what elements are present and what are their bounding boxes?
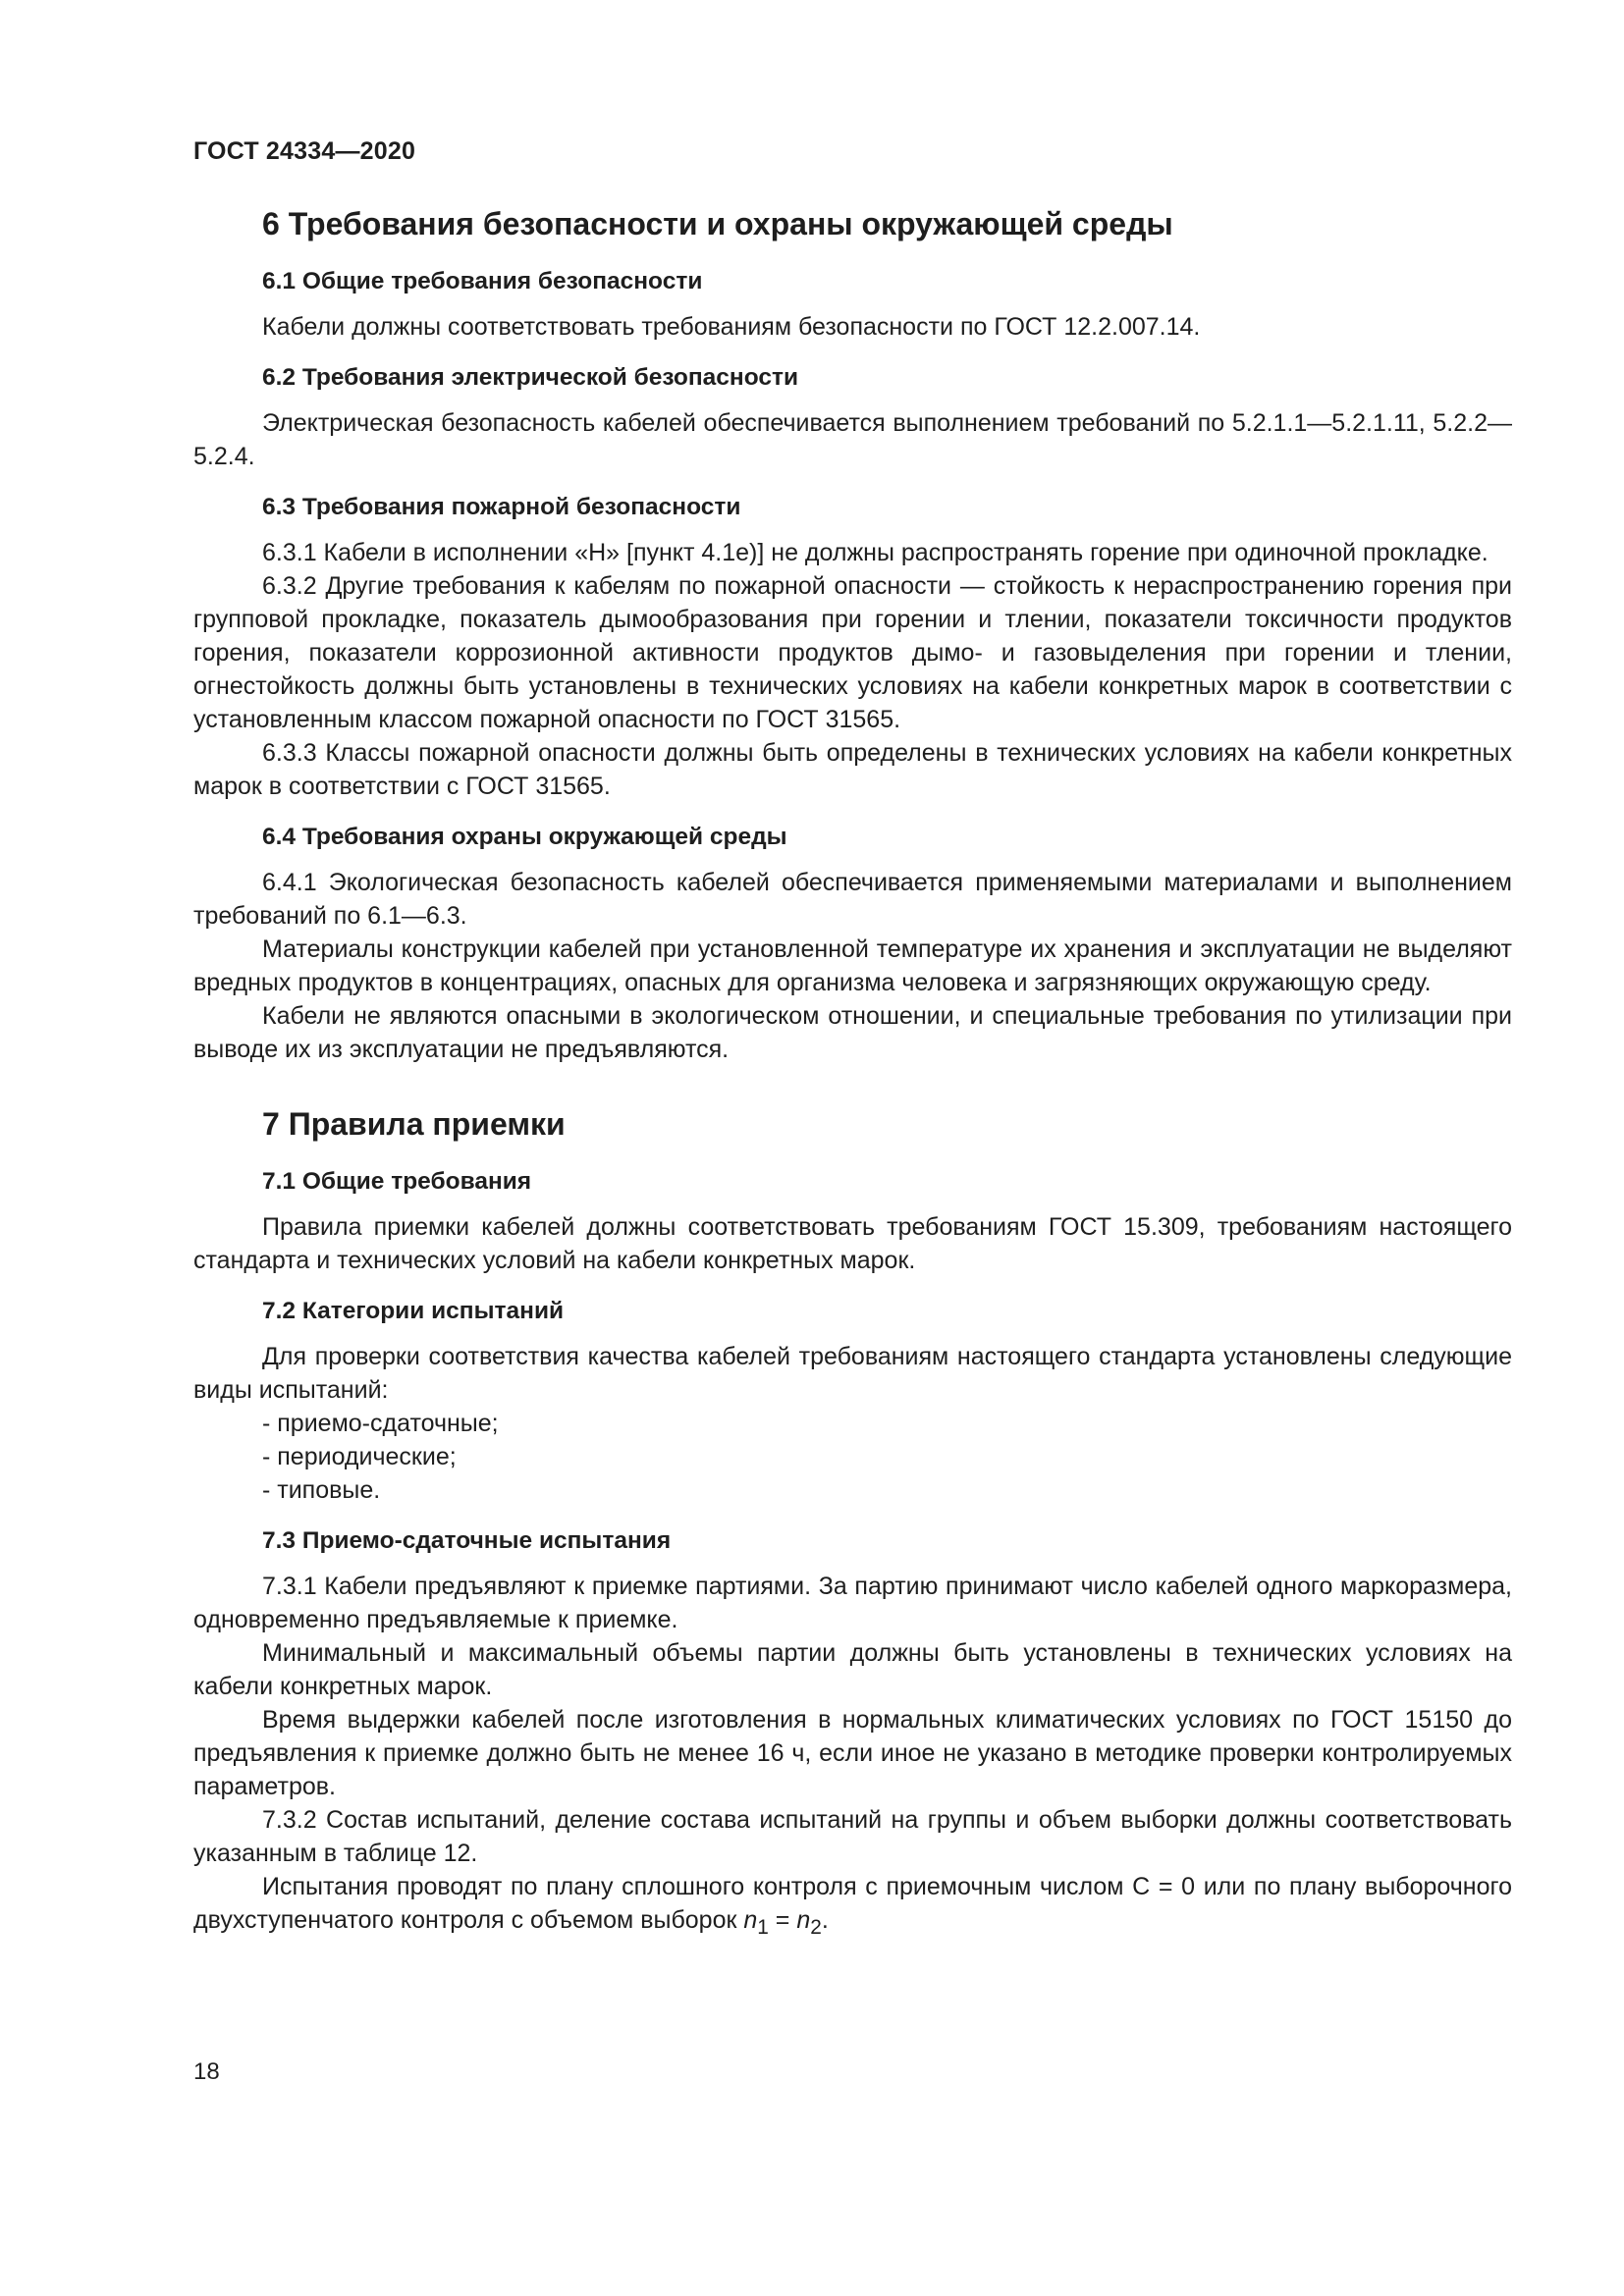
list-item: - приемо-сдаточные; bbox=[262, 1409, 499, 1437]
variable-n: n bbox=[743, 1905, 758, 1934]
section-6-title: 6 Требования безопасности и охраны окружающей среды bbox=[262, 206, 1173, 241]
subsection-6-1-title: 6.1 Общие требования безопасности bbox=[262, 268, 703, 295]
subsection-7-2-title: 7.2 Категории испытаний bbox=[262, 1298, 565, 1324]
subsection-7-1-title: 7.1 Общие требования bbox=[262, 1168, 532, 1196]
equals-sign: = bbox=[768, 1905, 797, 1934]
page-number: 18 bbox=[193, 2058, 220, 2085]
section-7-title: 7 Правила приемки bbox=[262, 1105, 566, 1142]
subsection-7-3-title: 7.3 Приемо-сдаточные испытания bbox=[262, 1526, 672, 1554]
paragraph: Правила приемки кабелей должны соответствовать требованиям ГОСТ 15.309, требованиям настоящего стандарта и технических условий на кабели конкретных марок. bbox=[193, 1213, 1512, 1274]
subsection-6-4-title: 6.4 Требования охраны окружающей среды bbox=[262, 823, 787, 850]
paragraph: Кабели должны соответствовать требованиям безопасности по ГОСТ 12.2.007.14. bbox=[262, 313, 1201, 342]
paragraph: Электрическая безопасность кабелей обеспечивается выполнением требований по 5.2.1.1—5.2.1.11, 5.2.2—5.2.4. bbox=[193, 409, 1512, 471]
paragraph: Материалы конструкции кабелей при установленной температуре их хранения и эксплуатации не выделяют вредных продуктов в концентрациях, опасных для организма человека и загрязняющих окружающую среду. bbox=[193, 934, 1512, 996]
paragraph: 6.3.2 Другие требования к кабелям по пожарной опасности — стойкость к нераспространению горения при групповой прокладке, показатель дымообразования при горении и тлении, показатели токсичности продуктов горения, показатели коррозионной активности продуктов дымо- и газовыделения при горении и тлении, огнестойкость должны быть установлены в технических условиях на кабели конкретных марок в соответствии с установленным классом пожарной опасности по ГОСТ 31565. bbox=[193, 571, 1512, 733]
document-page bbox=[193, 137, 1512, 1963]
variable-n: n bbox=[796, 1905, 811, 1934]
paragraph: Минимальный и максимальный объемы партии должны быть установлены в технических условиях на кабели конкретных марок. bbox=[193, 1638, 1512, 1700]
subscript: 2 bbox=[810, 1915, 822, 1939]
document-code-header: ГОСТ 24334—2020 bbox=[193, 137, 416, 165]
paragraph: 6.4.1 Экологическая безопасность кабелей обеспечивается применяемыми материалами и выполнением требований по 6.1—6.3. bbox=[193, 868, 1512, 930]
paragraph: 7.3.2 Состав испытаний, деление состава испытаний на группы и объем выборки должны соответствовать указанным в таблице 12. bbox=[193, 1805, 1512, 1867]
paragraph: 7.3.1 Кабели предъявляют к приемке партиями. За партию принимают число кабелей одного маркоразмера, одновременно предъявляемые к приемке. bbox=[193, 1572, 1512, 1633]
subscript: 1 bbox=[757, 1915, 769, 1939]
list-item: - типовые. bbox=[262, 1475, 381, 1504]
subsection-6-3-title: 6.3 Требования пожарной безопасности bbox=[262, 494, 741, 521]
paragraph: Время выдержки кабелей после изготовления в нормальных климатических условиях по ГОСТ 15150 до предъявления к приемке должно быть не менее 16 ч, если иное не указано в методике проверки контролируемых параметров. bbox=[193, 1705, 1512, 1800]
paragraph-sample-size bbox=[193, 1870, 1512, 1945]
paragraph: 6.3.3 Классы пожарной опасности должны быть определены в технических условиях на кабели конкретных марок в соответствии с ГОСТ 31565. bbox=[193, 738, 1512, 800]
subsection-6-2-title: 6.2 Требования электрической безопасности bbox=[262, 364, 799, 392]
paragraph: 6.3.1 Кабели в исполнении «Н» [пункт 4.1е)] не должны распространять горение при одиночной прокладке. bbox=[262, 538, 1489, 566]
paragraph-text: Испытания проводят по плану сплошного контроля с приемочным числом С = 0 или по плану выборочного двухступенчатого контроля с объемом выборок bbox=[193, 1872, 1512, 1934]
period: . bbox=[821, 1905, 829, 1934]
paragraph: Для проверки соответствия качества кабелей требованиям настоящего стандарта установлены следующие виды испытаний: bbox=[193, 1342, 1512, 1404]
paragraph: Кабели не являются опасными в экологическом отношении, и специальные требования по утилизации при выводе их из эксплуатации не предъявляются. bbox=[193, 1001, 1512, 1063]
list-item: - периодические; bbox=[262, 1442, 457, 1470]
